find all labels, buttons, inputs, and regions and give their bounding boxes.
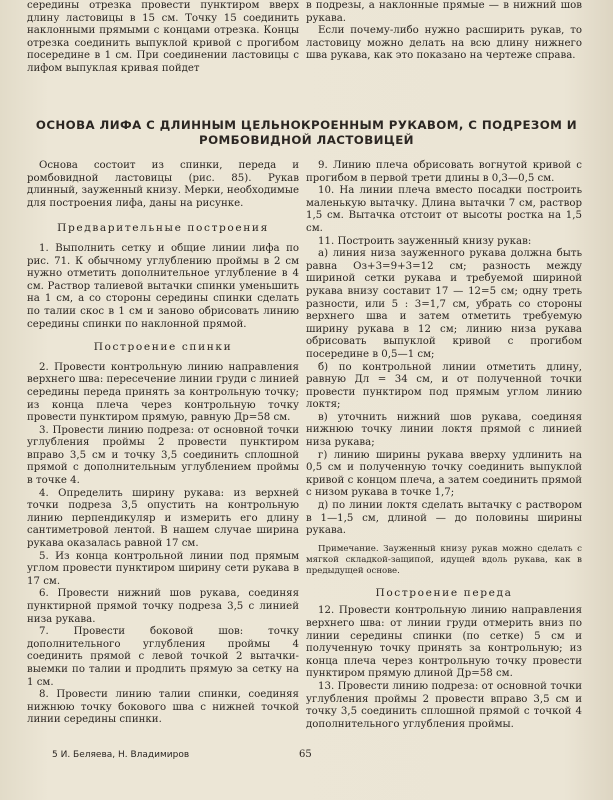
step-11-d: д) по линии локтя сделать вытачку с раствором в 1—1,5 см, длиной — до половины ширины рукава. [306, 500, 582, 537]
subheading-back: Построение спинки [93, 341, 233, 354]
footer-authors: 5 И. Беляева, Н. Владимиров [52, 750, 190, 760]
step-7: 7. Провести боковой шов: точку дополнительного углубления проймы 4 соединить прямой с левой точкой 2 вытачки-выемки по талии и продлить прямую за сетку на 1 см. [27, 626, 299, 688]
subheading-front: Построение переда [375, 586, 513, 599]
step-10: 10. На линии плеча вместо посадки построить маленькую вытачку. Длина вытачки 7 см, раствор 1,5 см. Вытачка отстоит от высоты ростка на 1,5 см. [306, 185, 582, 234]
step-9: 9. Линию плеча обрисовать вогнутой кривой с прогибом в первой трети длины в 0,3—0,5 см. [306, 160, 582, 184]
section-title: ОСНОВА ЛИФА С ДЛИННЫМ ЦЕЛЬНОКРОЕННЫМ РУКАВОМ, С ПОДРЕЗОМ И РОМБОВИДНОЙ ЛАСТОВИЦЕЙ [35, 118, 578, 147]
intro-paragraph: Основа состоит из спинки, переда и ромбовидной ластовицы (рис. 85). Рукав длинный, зауженный книзу. Мерки, необходимые для построения лифа, даны на рисунке. [27, 160, 299, 209]
note: Примечание. Зауженный книзу рукав можно сделать с мягкой складкой-защипой, идущей вдоль рукава, как в предыдущей основе. [306, 543, 582, 576]
step-3: 3. Провести линию подреза: от основной точки углубления проймы 2 провести пунктиром вправо 3,5 см и точку 3,5 соединить сплошной прямой с дополнительным углублением проймы в точке 4. [27, 424, 299, 487]
step-2: 2. Провести контрольную линию направления верхнего шва: пересечение линии груди с линией середины переда принять за контрольную точку; из конца плеча через контрольную точку провести пунктиром прямую, равную Др=58 см. [27, 361, 299, 424]
step-11-a: а) линия низа зауженного рукава должна быть равна Оз+3=9+3=12 см; разность между шириной сетки рукава и требуемой шириной рукава внизу составит 17 — 12=5 см; одну треть разности, или 5 : 3=1,7 см, убрать со стороны верхнего шва и затем отметить требуемую ширину рукава в 12 см; линию низа рукава обрисовать выпуклой кривой с прогибом посередине в 0,5—1 см; [306, 248, 582, 360]
step-12: 12. Провести контрольную линию направления верхнего шва: от линии груди отмерить вниз по линии середины спинки (по сетке) 5 см и полученную точку принять за контрольную; из конца плеча через контрольную точку провести пунктиром прямую длиной Др=58 см. [306, 605, 582, 680]
step-11-v: в) уточнить нижний шов рукава, соединяя нижнюю точку линии локтя прямой с линией низа рукава; [306, 411, 582, 449]
left-column [27, 160, 299, 727]
paragraph-continued: середины отрезка провести пунктиром вверх длину ластовицы в 15 см. Точку 15 соединить наклонными прямыми с концами отрезка. Концы отрезка соединить выпуклой кривой с прогибом посередине в 1 см. При соединении ластовицы с лифом выпуклая кривая пойдет [27, 0, 299, 74]
step-11-b: б) по контрольной линии отметить длину, равную Дл = 34 см, и от полученной точки провести пунктиром под прямым углом линию локтя; [306, 361, 582, 411]
top-left-column [27, 0, 299, 76]
step-4: 4. Определить ширину рукава: из верхней точки подреза 3,5 опустить на контрольную линию перпендикуляр и измерить его длину сантиметровой лентой. В нашем случае ширина рукава оказалась равной 17 см. [27, 487, 299, 550]
paragraph: Если почему-либо нужно расширить рукав, то ластовицу можно делать на всю длину нижнего шва рукава, как это показано на чертеже справа. [306, 25, 582, 62]
step-8: 8. Провести линию талии спинки, соединяя нижнюю точку бокового шва с нижней точкой линии середины спинки. [27, 689, 299, 726]
subheading-preliminary: Предварительные построения [57, 222, 269, 235]
step-1: 1. Выполнить сетку и общие линии лифа по рис. 71. К обычному углублению проймы в 2 см нужно отметить дополнительное углубление в 4 см. Раствор талиевой вытачки спинки уменьшить на 1 см, а со стороны середины спинки сделать по талии скос в 1 см и заново обрисовать линию середины спинки по наклонной прямой. [27, 242, 299, 330]
page-number: 65 [299, 749, 312, 760]
right-column [306, 160, 582, 731]
step-5: 5. Из конца контрольной линии под прямым углом провести пунктиром ширину сети рукава в 17 см. [27, 550, 299, 587]
step-13: 13. Провести линию подреза: от основной точки углубления проймы 2 провести вправо 3,5 см и точку 3,5 соединить сплошной прямой с точкой 4 дополнительного углубления проймы. [306, 680, 582, 730]
step-11-g: г) линию ширины рукава вверху удлинить на 0,5 см и полученную точку соединить выпуклой кривой с концом плеча, а затем соединить прямой с низом рукава в точке 1,7; [306, 449, 582, 499]
top-right-column [306, 0, 582, 63]
step-11: 11. Построить зауженный книзу рукав: [318, 235, 532, 247]
paragraph-continued: в подрезы, а наклонные прямые — в нижний шов рукава. [306, 0, 582, 24]
step-6: 6. Провести нижний шов рукава, соединяя пунктирной прямой точку подреза 3,5 с линией низа рукава. [27, 588, 299, 625]
